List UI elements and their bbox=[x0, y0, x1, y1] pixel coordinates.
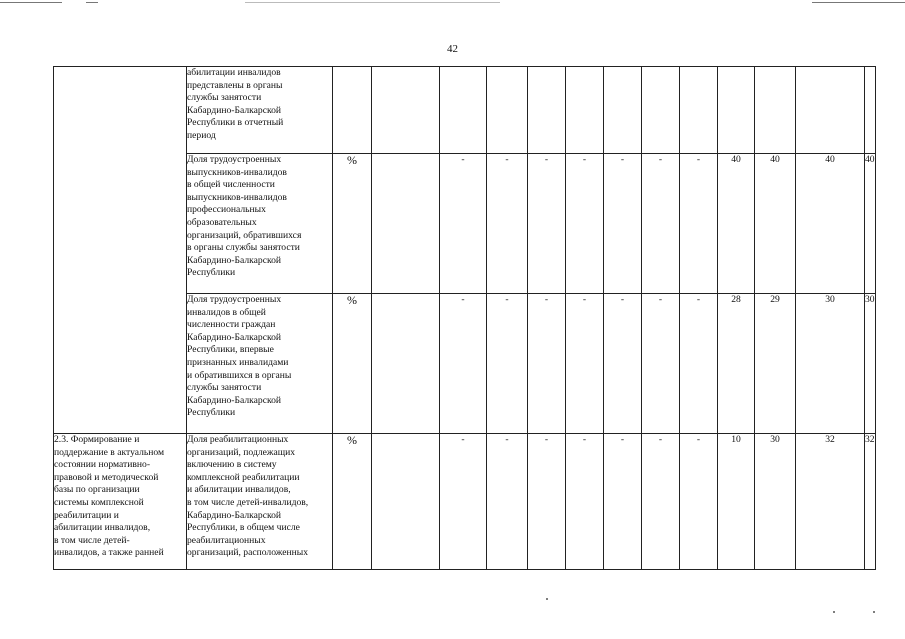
unit-cell: % bbox=[333, 294, 372, 434]
value-cell: - bbox=[604, 434, 642, 570]
section-line: 2.3. Формирование и bbox=[54, 434, 140, 445]
value-cell bbox=[718, 67, 755, 154]
section-line: реабилитации и bbox=[54, 509, 119, 521]
indicator-line: организаций, обратившихся bbox=[187, 229, 302, 241]
value-cell bbox=[372, 294, 440, 434]
value-cell: 40 bbox=[755, 154, 796, 294]
value-cell: 32 bbox=[796, 434, 865, 570]
indicator-cell bbox=[187, 154, 333, 294]
indicator-line: образовательных bbox=[187, 216, 257, 228]
table-row bbox=[54, 294, 876, 434]
section-line: правовой и методической bbox=[54, 471, 159, 483]
indicator-line: Республики bbox=[187, 407, 236, 419]
scan-speck bbox=[546, 598, 548, 600]
value-cell bbox=[372, 434, 440, 570]
indicator-line: Республики, впервые bbox=[187, 344, 274, 356]
top-rule-right bbox=[812, 2, 905, 3]
value-cell: - bbox=[566, 294, 604, 434]
value-cell: 28 bbox=[718, 294, 755, 434]
section-cell bbox=[54, 294, 187, 434]
indicator-line: период bbox=[187, 129, 216, 141]
value-cell: - bbox=[440, 434, 487, 570]
section-line: в том числе детей- bbox=[54, 534, 130, 546]
indicator-line: Доля реабилитационных bbox=[187, 434, 289, 445]
value-cell: - bbox=[680, 154, 718, 294]
indicator-line: абилитации инвалидов bbox=[187, 67, 281, 78]
indicator-line: Кабардино-Балкарской bbox=[187, 331, 282, 343]
value-cell: - bbox=[566, 434, 604, 570]
value-cell bbox=[372, 154, 440, 294]
unit-cell: % bbox=[333, 154, 372, 294]
page-number: 42 bbox=[447, 43, 458, 55]
value-cell: - bbox=[604, 294, 642, 434]
value-cell bbox=[487, 67, 528, 154]
value-cell bbox=[755, 67, 796, 154]
indicator-line: организаций, расположенных bbox=[187, 547, 309, 559]
indicator-line: организаций, подлежащих bbox=[187, 446, 296, 458]
table-row bbox=[54, 154, 876, 294]
indicator-line: Кабардино-Балкарской bbox=[187, 394, 282, 406]
section-line: абилитации инвалидов, bbox=[54, 522, 151, 534]
value-cell: - bbox=[642, 434, 680, 570]
indicator-line: Республики bbox=[187, 267, 236, 279]
top-rule-left-short bbox=[86, 2, 98, 3]
section-line: системы комплексной bbox=[54, 496, 144, 508]
indicator-line: включению в систему bbox=[187, 459, 277, 471]
value-cell: - bbox=[642, 294, 680, 434]
table-row bbox=[54, 434, 876, 570]
value-cell bbox=[440, 67, 487, 154]
section-line: поддержание в актуальном bbox=[54, 446, 165, 458]
indicator-line: инвалидов в общей bbox=[187, 306, 266, 318]
indicator-line: и абилитации инвалидов, bbox=[187, 484, 291, 496]
indicator-line: Республики в отчетный bbox=[187, 117, 284, 129]
indicator-line: комплексной реабилитации bbox=[187, 471, 300, 483]
value-cell bbox=[796, 67, 865, 154]
indicator-line: в том числе детей-инвалидов, bbox=[187, 496, 309, 508]
indicator-cell bbox=[187, 434, 333, 570]
value-cell: 30 bbox=[865, 294, 876, 434]
value-cell bbox=[372, 67, 440, 154]
indicator-line: Кабардино-Балкарской bbox=[187, 104, 282, 116]
section-cell bbox=[54, 154, 187, 294]
indicator-line: Республики, в общем числе bbox=[187, 522, 300, 534]
indicators-table bbox=[53, 66, 876, 570]
indicator-line: численности граждан bbox=[187, 319, 276, 331]
indicator-line: в органы службы занятости bbox=[187, 242, 300, 254]
value-cell: - bbox=[440, 294, 487, 434]
value-cell: - bbox=[680, 434, 718, 570]
value-cell: - bbox=[642, 154, 680, 294]
value-cell bbox=[680, 67, 718, 154]
value-cell: - bbox=[528, 294, 566, 434]
value-cell: 30 bbox=[755, 434, 796, 570]
value-cell: - bbox=[528, 154, 566, 294]
indicator-line: профессиональных bbox=[187, 204, 266, 216]
indicator-line: представлены в органы bbox=[187, 79, 283, 91]
unit-cell bbox=[333, 67, 372, 154]
top-rule-middle bbox=[245, 2, 500, 3]
scan-speck bbox=[873, 611, 875, 613]
value-cell: - bbox=[487, 294, 528, 434]
value-cell: 29 bbox=[755, 294, 796, 434]
indicator-line: признанных инвалидами bbox=[187, 356, 289, 368]
section-line: состоянии нормативно- bbox=[54, 459, 151, 471]
value-cell: - bbox=[680, 294, 718, 434]
section-cell bbox=[54, 67, 187, 154]
value-cell: - bbox=[487, 154, 528, 294]
value-cell: 32 bbox=[865, 434, 876, 570]
indicator-cell bbox=[187, 294, 333, 434]
indicator-line: Доля трудоустроенных bbox=[187, 154, 282, 165]
value-cell bbox=[604, 67, 642, 154]
indicator-line: службы занятости bbox=[187, 92, 262, 104]
value-cell bbox=[528, 67, 566, 154]
value-cell: - bbox=[487, 434, 528, 570]
value-cell: - bbox=[566, 154, 604, 294]
value-cell bbox=[642, 67, 680, 154]
value-cell bbox=[865, 67, 876, 154]
indicator-line: Доля трудоустроенных bbox=[187, 294, 282, 305]
section-line: инвалидов, а также ранней bbox=[54, 547, 164, 559]
value-cell: 40 bbox=[865, 154, 876, 294]
indicator-line: службы занятости bbox=[187, 382, 262, 394]
value-cell: 30 bbox=[796, 294, 865, 434]
value-cell: 40 bbox=[718, 154, 755, 294]
value-cell: 40 bbox=[796, 154, 865, 294]
value-cell: - bbox=[528, 434, 566, 570]
indicator-line: Кабардино-Балкарской bbox=[187, 509, 282, 521]
indicator-line: Кабардино-Балкарской bbox=[187, 254, 282, 266]
indicator-line: выпускников-инвалидов bbox=[187, 191, 287, 203]
indicator-line: в общей численности bbox=[187, 179, 275, 191]
indicator-cell bbox=[187, 67, 333, 154]
table-body bbox=[54, 67, 876, 570]
indicator-line: реабилитационных bbox=[187, 534, 266, 546]
top-rule-left bbox=[0, 2, 62, 3]
value-cell bbox=[566, 67, 604, 154]
indicator-line: выпускников-инвалидов bbox=[187, 166, 287, 178]
unit-cell: % bbox=[333, 434, 372, 570]
section-cell bbox=[54, 434, 187, 570]
value-cell: - bbox=[604, 154, 642, 294]
section-line: базы по организации bbox=[54, 484, 140, 496]
table-row bbox=[54, 67, 876, 154]
scan-speck bbox=[833, 611, 835, 613]
indicator-line: и обратившихся в органы bbox=[187, 369, 292, 381]
value-cell: - bbox=[440, 154, 487, 294]
value-cell: 10 bbox=[718, 434, 755, 570]
